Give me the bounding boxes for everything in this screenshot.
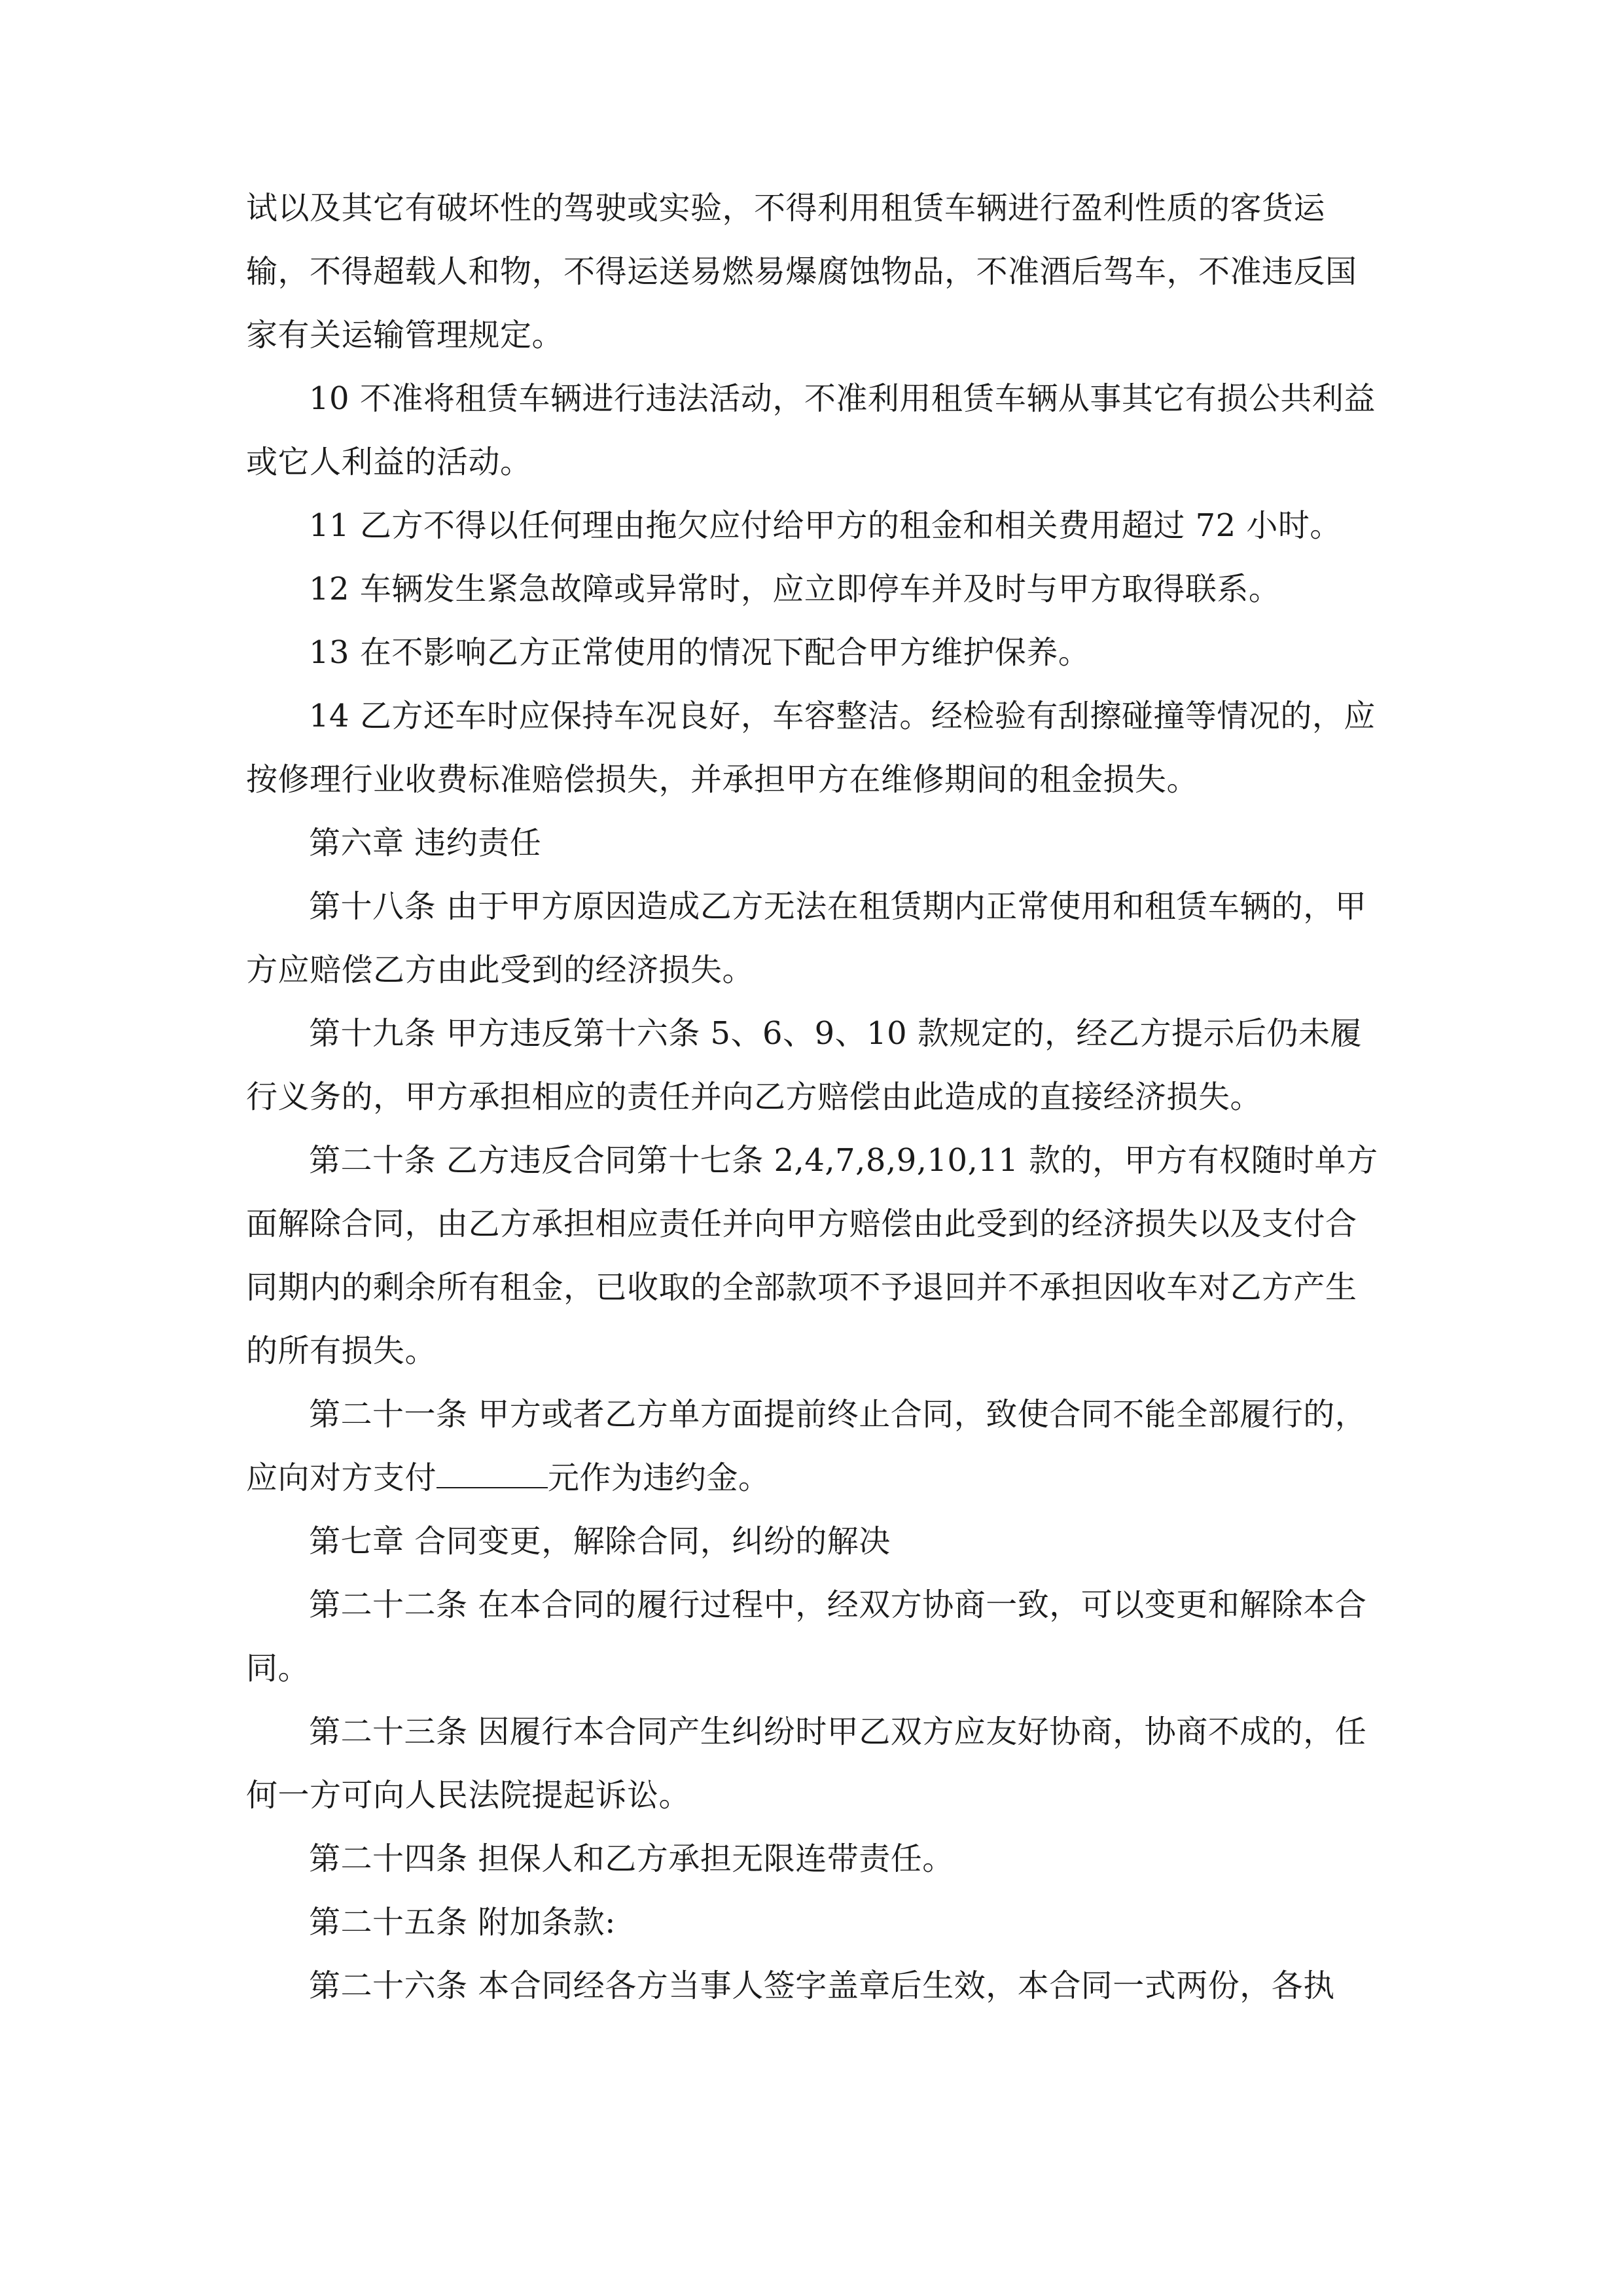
paragraph-item-10: 10 不准将租赁车辆进行违法活动，不准利用租赁车辆从事其它有损公共利益或它人利益的活动。: [246, 380, 1376, 480]
article-23: 第二十三条 因履行本合同产生纠纷时甲乙双方应友好协商，协商不成的，任何一方可向人民法院提起诉讼。: [246, 1713, 1367, 1814]
paragraph-item-11: 11 乙方不得以任何理由拖欠应付给甲方的租金和相关费用超过 72 小时。: [309, 507, 1342, 544]
article-19: 第十九条 甲方违反第十六条 5、6、9、10 款规定的，经乙方提示后仍未履行义务的，甲方承担相应的责任并向乙方赔偿由此造成的直接经济损失。: [246, 1015, 1362, 1115]
paragraph-item-12: 12 车辆发生紧急故障或异常时，应立即停车并及时与甲方取得联系。: [309, 571, 1281, 607]
contract-body: [246, 177, 1385, 2018]
paragraph-item-14: 14 乙方还车时应保持车况良好，车容整洁。经检验有刮擦碰撞等情况的，应按修理行业收费标准赔偿损失，并承担甲方在维修期间的租金损失。: [246, 698, 1376, 798]
article-21-text-after: 元作为违约金。: [548, 1460, 770, 1496]
chapter-6-heading: 第六章 违约责任: [309, 825, 542, 861]
article-20: 第二十条 乙方违反合同第十七条 2,4,7,8,9,10,11 款的，甲方有权随时单方面解除合同，由乙方承担相应责任并向甲方赔偿由此受到的经济损失以及支付合同期内的剩余所有租金，已收取的全部款项不予退回并不承担因收车对乙方产生的所有损失。: [246, 1142, 1378, 1369]
article-21: [246, 1383, 1385, 1510]
article-25: 第二十五条 附加条款:: [309, 1904, 616, 1941]
article-22: 第二十二条 在本合同的履行过程中，经双方协商一致，可以变更和解除本合同。: [246, 1587, 1367, 1687]
paragraph-item-13: 13 在不影响乙方正常使用的情况下配合甲方维护保养。: [309, 634, 1090, 671]
article-21-text-before: 第二十一条 甲方或者乙方单方面提前终止合同，致使合同不能全部履行的，应向对方支付: [246, 1396, 1367, 1496]
article-18: 第十八条 由于甲方原因造成乙方无法在租赁期内正常使用和租赁车辆的，甲方应赔偿乙方由此受到的经济损失。: [246, 888, 1367, 988]
paragraph-prohibited-uses: 试以及其它有破坏性的驾驶或实验，不得利用租赁车辆进行盈利性质的客货运输，不得超载人和物，不得运送易燃易爆腐蚀物品，不准酒后驾车，不准违反国家有关运输管理规定。: [246, 190, 1357, 353]
chapter-7-heading: 第七章 合同变更，解除合同，纠纷的解决: [309, 1523, 891, 1560]
article-26: 第二十六条 本合同经各方当事人签字盖章后生效，本合同一式两份，各执: [309, 1967, 1335, 2004]
article-24: 第二十四条 担保人和乙方承担无限连带责任。: [309, 1840, 954, 1877]
penalty-amount-blank: [437, 1461, 548, 1488]
